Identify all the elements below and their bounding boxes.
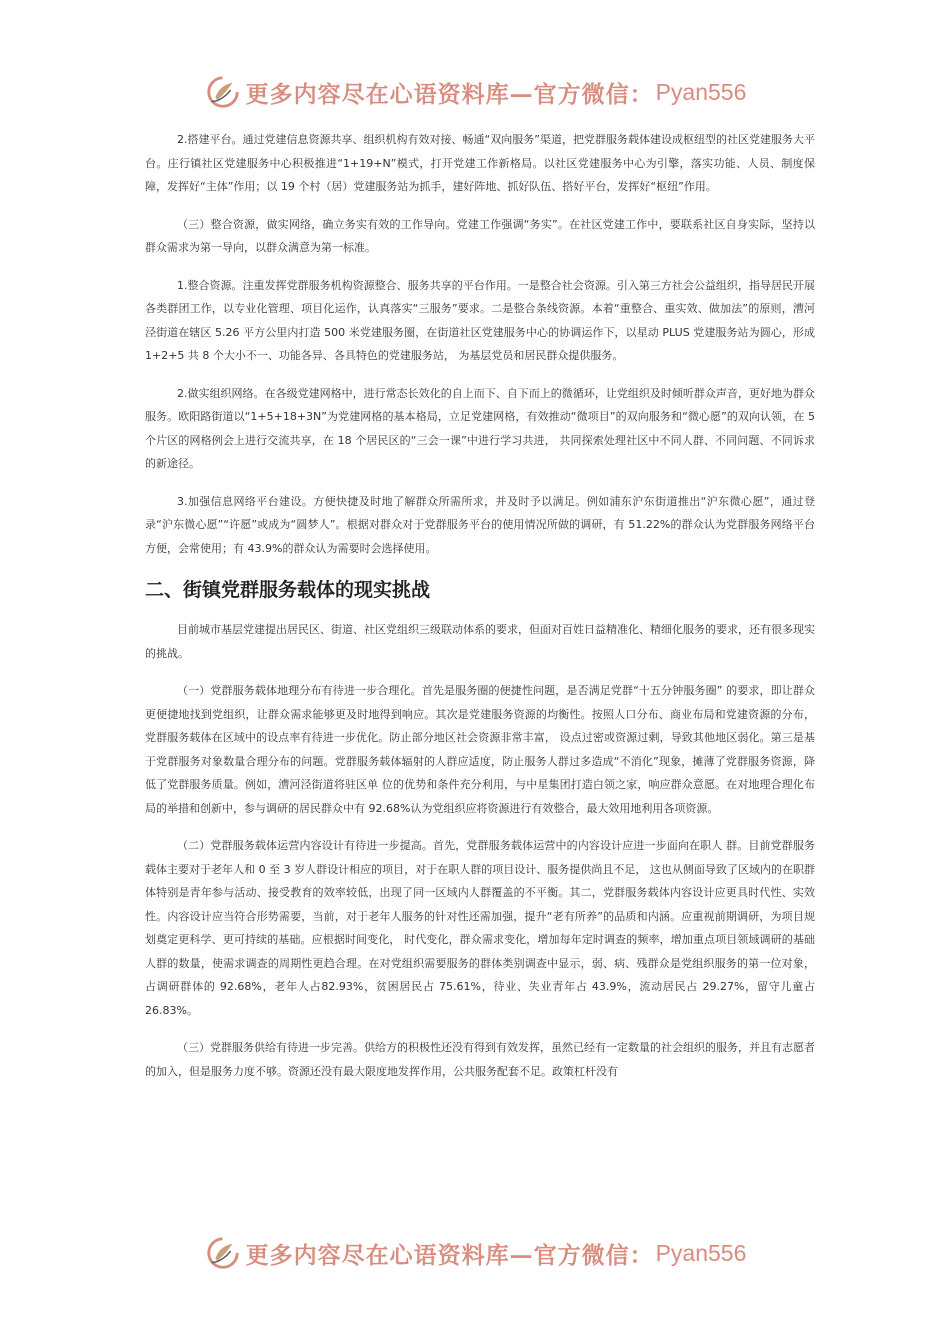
paragraph: （一）党群服务载体地理分布有待进一步合理化。首先是服务圈的便捷性问题，是否满足党群“十五分钟服务圈” 的要求，即让群众更便捷地找到党组织，让群众需求能够更及时地得到响应。其次是党建服务资源的均衡性。按照人口分布、商业布局和党建资源的分布，党群服务载体在区域中的设点率有待进一步优化。防止部分地区社会资源非常丰富， 设点过密或资源过剩，导致其他地区弱化。第三是基于党群服务对象数量合理分布的问题。党群服务载体辐射的人群应适度，防止服务人群过多造成“不消化”现象，摊薄了党群服务资源，降低了党群服务质量。例如，漕河泾街道将驻区单 位的优势和条件充分利用，与中星集团打造白领之家，响应群众意愿。在对地理合理化布局的举措和创新中，参与调研的居民群众中有 92.68%认为党组织应将资源进行有效整合，最大效用地利用各项资源。 [145,684,815,815]
footer-banner [0,1231,950,1275]
paragraph: 2.搭建平台。通过党建信息资源共享、组织机构有效对接、畅通“双向服务”渠道，把党群服务载体建设成枢纽型的社区党建服务大平台。庄行镇社区党建服务中心积极推进“1+19+N”模式，打开党建工作新格局。以社区党建服务中心为引擎，落实功能、人员、制度保障，发挥好“主体”作用；以 19 个村（居）党建服务站为抓手，建好阵地、抓好队伍、搭好平台，发挥好“枢纽”作用。 [145,133,815,193]
banner-handle: Pyan556 [655,1239,747,1266]
logo-icon [204,73,242,111]
paragraph: 2.做实组织网络。在各级党建网格中，进行常态长效化的自上而下、自下而上的微循环，让党组织及时倾听群众声音，更好地为群众服务。欧阳路街道以“1+5+18+3N”为党建网格的基本格局，立足党建网格，有效推动“微项目”的双向服务和“微心愿”的双向认领，在 5 个片区的网格例会上进行交流共享，在 18 个居民区的“三会一课”中进行学习共进， 共同探索处理社区中不同人群、不同问题、不同诉求的新途径。 [145,386,815,470]
document-body [145,128,815,1097]
paragraph: （二）党群服务载体运营内容设计有待进一步提高。首先，党群服务载体运营中的内容设计应进一步面向在职人 群。目前党群服务载体主要对于老年人和 0 至 3 岁人群设计相应的项目，对于在职人群的项目设计、服务提供尚且不足， 这也从侧面导致了区域内的在职群体特别是青年参与活动、接受教育的效率较低，出现了同一区域内人群覆盖的不平衡。其二，党群服务载体内容设计应更具时代性、实效性。内容设计应当符合形势需要，当前，对于老年人服务的针对性还需加强，提升“老有所养”的品质和内涵。应重视前期调研，为项目规划奠定更科学、更可持续的基础。应根据时间变化， 时代变化，群众需求变化，增加每年定时调查的频率，增加重点项目领域调研的基础人群的数量，使需求调查的周期性更趋合理。在对党组织需要服务的群体类别调查中显示，弱、病、残群众是党组织服务的第一位对象，占调研群体的 92.68%，老年人占82.93%，贫困居民占 75.61%，待业、失业青年占 43.9%，流动居民占 29.27%，留守儿童占 26.83%。 [145,839,815,1017]
banner-text: 更多内容尽在心语资料库—官方微信： [245,1241,654,1269]
section-heading: 二、街镇党群服务载体的现实挑战 [145,579,431,601]
paragraph: （三）整合资源，做实网络，确立务实有效的工作导向。党建工作强调“务实”。在社区党建工作中，要联系社区自身实际，坚持以群众需求为第一导向，以群众满意为第一标准。 [145,217,815,254]
paragraph: 目前城市基层党建提出居民区、街道、社区党组织三级联动体系的要求，但面对百姓日益精准化、精细化服务的要求，还有很多现实的挑战。 [145,623,815,660]
paragraph: 3.加强信息网络平台建设。方便快捷及时地了解群众所需所求，并及时予以满足。例如浦东沪东街道推出“沪东微心愿”，通过登录“沪东微心愿”“许愿”或成为“圆梦人”。根据对群众对于党群服务平台的使用情况所做的调研，有 51.22%的群众认为党群服务网络平台方便，会常使用；有 43.9%的群众认为需要时会选择使用。 [145,494,815,555]
banner-text: 更多内容尽在心语资料库—官方微信： [245,80,654,108]
paragraph: （三）党群服务供给有待进一步完善。供给方的积极性还没有得到有效发挥，虽然已经有一定数量的社会组织的服务，并且有志愿者的加入，但是服务力度不够。资源还没有最大限度地发挥作用，公共服务配套不足。政策杠杆没有 [145,1041,815,1078]
paragraph: 1.整合资源。注重发挥党群服务机构资源整合、服务共享的平台作用。一是整合社会资源。引入第三方社会公益组织，指导居民开展各类群团工作，以专业化管理、项目化运作，认真落实“三服务”要求。二是整合条线资源。本着“重整合、重实效、做加法”的原则，漕河泾街道在辖区 5.26 平方公里内打造 500 米党建服务圈，在街道社区党建服务中心的协调运作下，以星动 PLUS 党建服务站为圆心，形成 1+2+5 共 8 个大小不一、功能各异、各具特色的党建服务站， 为基层党员和居民群众提供服务。 [145,278,815,362]
header-banner [0,70,950,114]
logo-icon [204,1234,242,1272]
banner-handle: Pyan556 [655,78,747,105]
